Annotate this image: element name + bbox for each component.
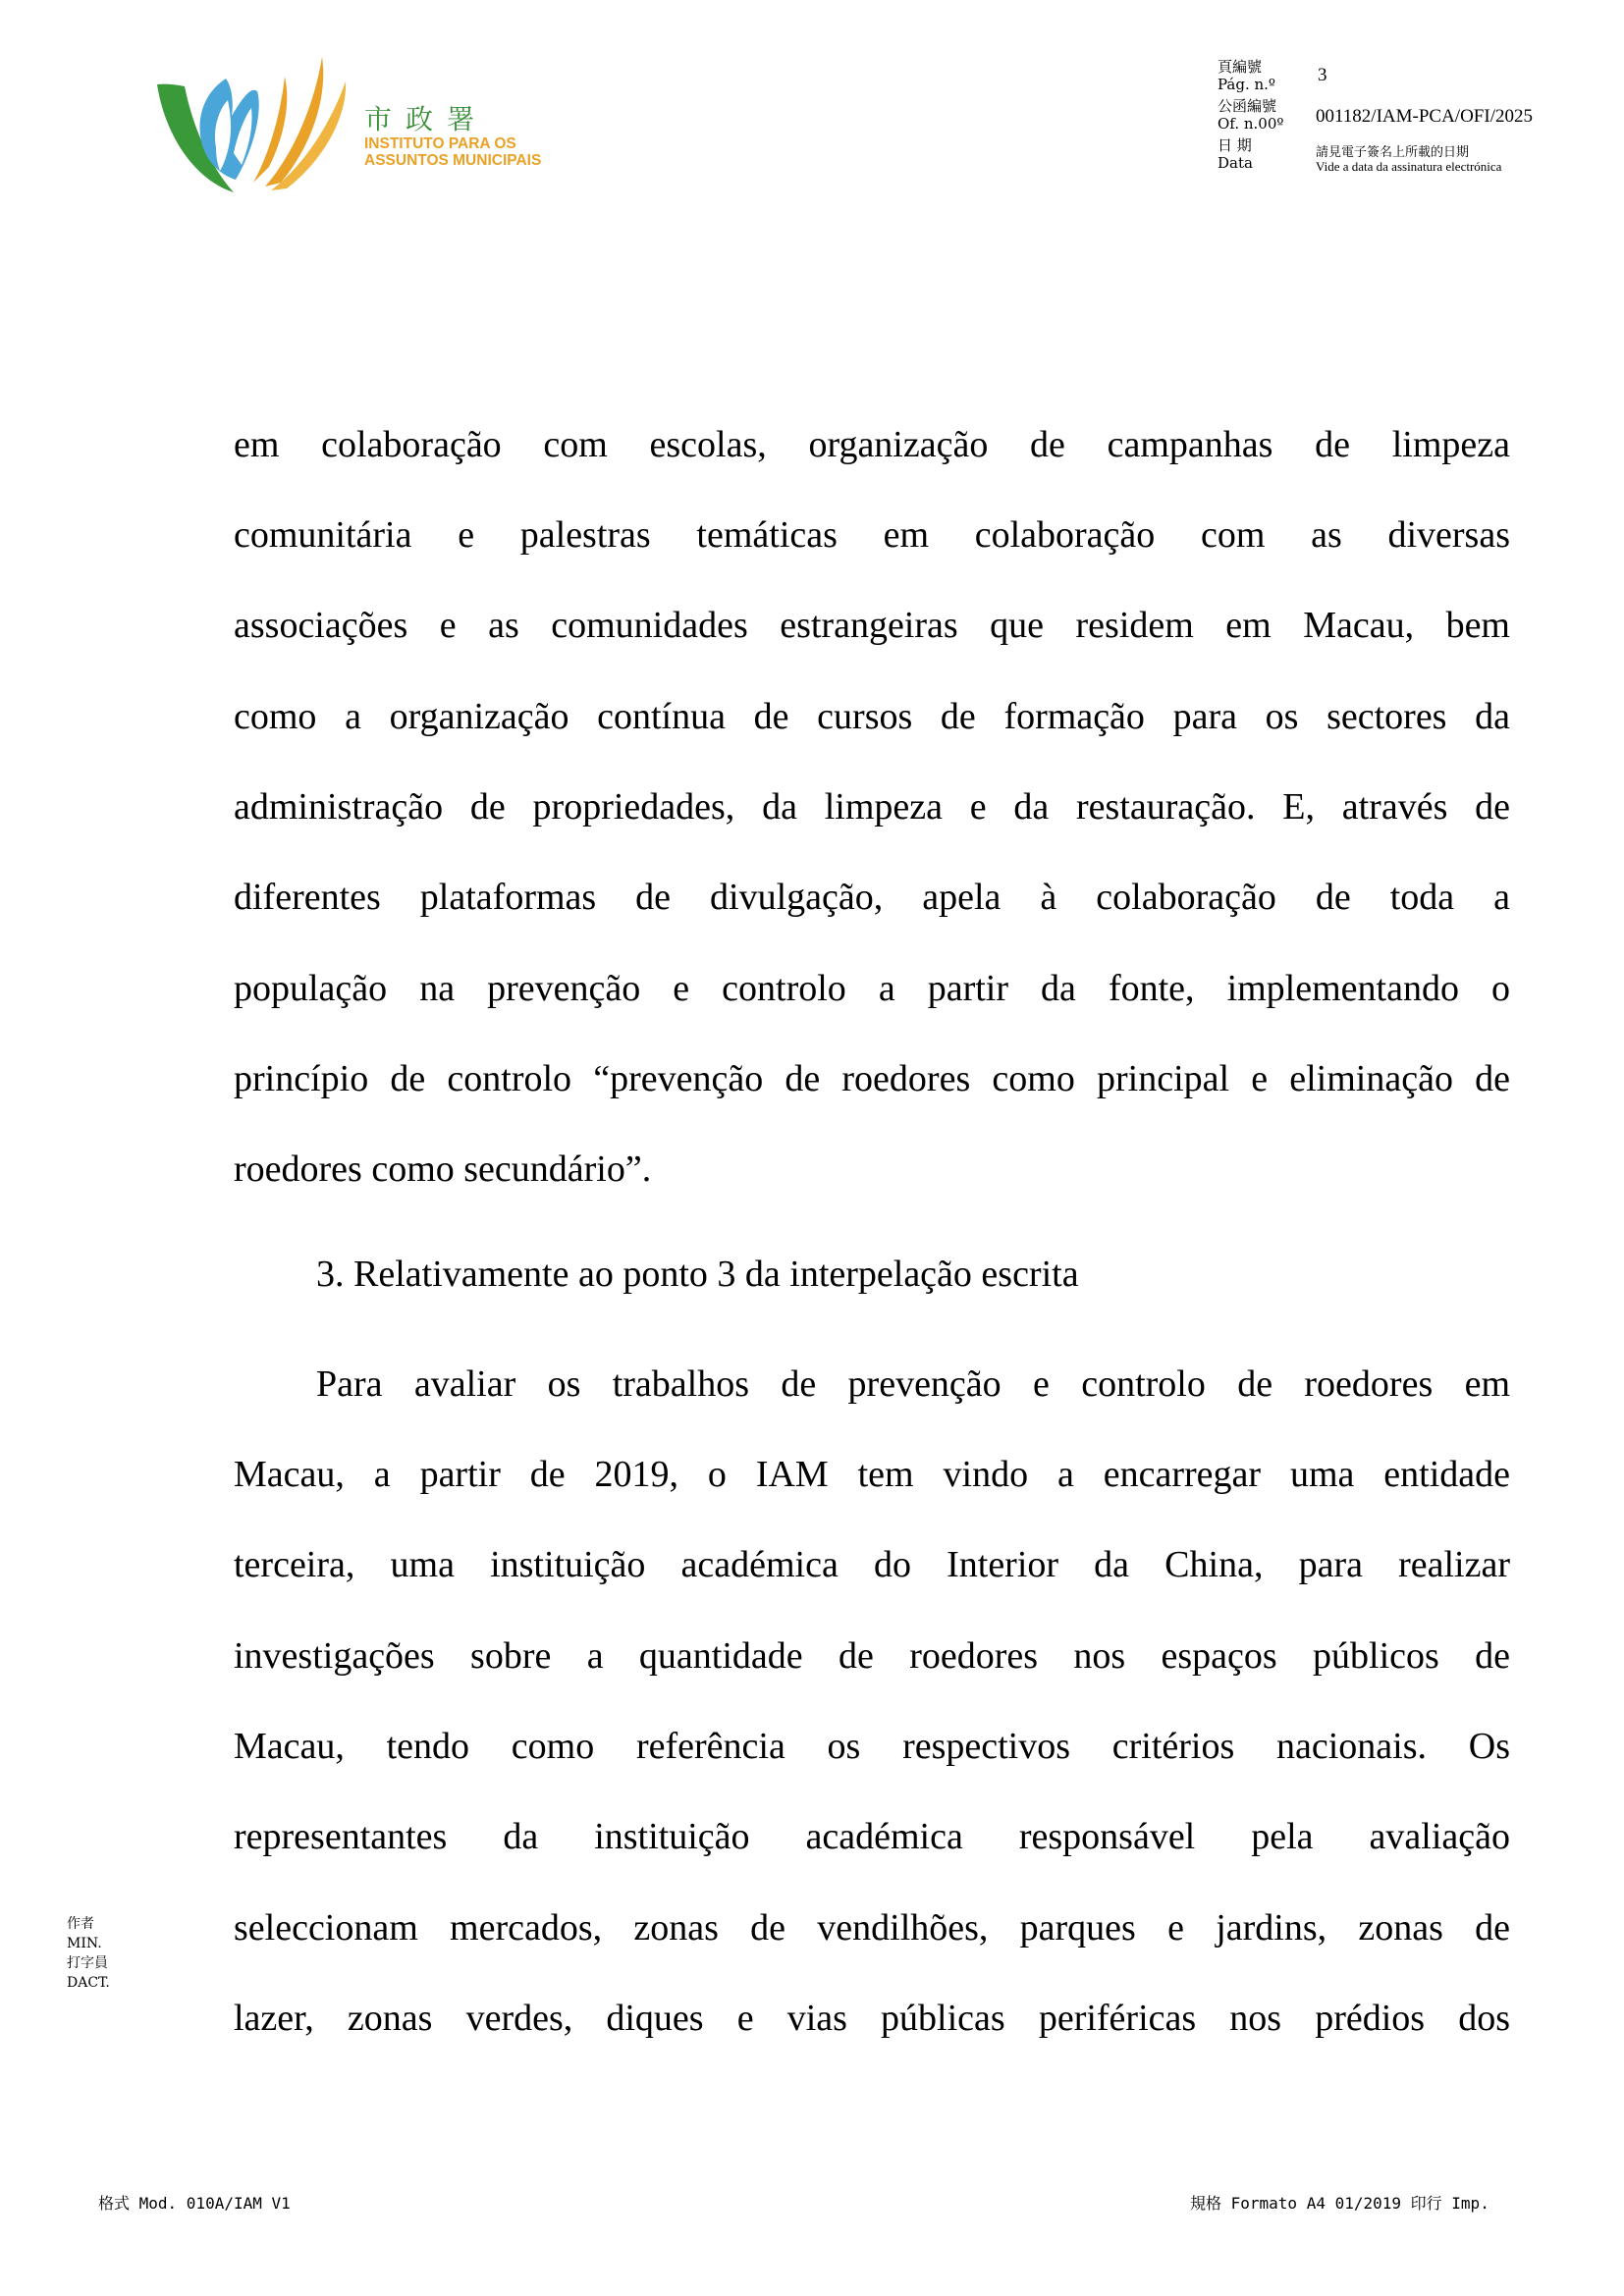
paragraph-line: seleccionam mercados, zonas de vendilhões, parques e jardins, zonas de: [234, 1907, 1510, 1949]
paragraph-line: administração de propriedades, da limpeza e da restauração. E, através de: [234, 786, 1510, 828]
logo-pt-line2: ASSUNTOS MUNICIPAIS: [364, 152, 542, 169]
paragraph-line-last: roedores como secundário”.: [234, 1148, 652, 1190]
office-number: 001182/IAM-PCA/OFI/2025: [1316, 106, 1533, 127]
paragraph-line: associações e as comunidades estrangeiras que residem em Macau, bem: [234, 605, 1510, 646]
logo-chinese-name: 市政署: [364, 103, 489, 135]
paragraph-line: Para avaliar os trabalhos de prevenção e controlo de roedores em: [316, 1363, 1510, 1405]
paragraph-line: em colaboração com escolas, organização de campanhas de limpeza: [234, 424, 1510, 465]
paragraph-line: princípio de controlo “prevenção de roedores como principal e eliminação de: [234, 1058, 1510, 1099]
paragraph-line: comunitária e palestras temáticas em colaboração com as diversas: [234, 514, 1510, 556]
margin-marks: [67, 1914, 110, 1993]
office-label-pt: Of. n.00º: [1218, 115, 1284, 133]
section-heading: 3. Relativamente ao ponto 3 da interpelação escrita: [316, 1254, 1079, 1295]
document-meta: [1218, 59, 1591, 181]
page-number: 3: [1318, 65, 1327, 85]
logo-portuguese-name: [364, 135, 541, 169]
logo-pt-line1: INSTITUTO PARA OS: [364, 135, 516, 152]
footer-form-code: 格式 Mod. 010A/IAM V1: [98, 2194, 291, 2213]
page-label-pt: Pág. n.º: [1218, 76, 1275, 93]
paragraph-line: Macau, a partir de 2019, o IAM tem vindo a encarregar uma entidade: [234, 1454, 1510, 1495]
author-label-cn: 作者: [67, 1916, 94, 1932]
date-value-cn: 請見電子簽名上所載的日期: [1316, 144, 1470, 159]
typist-label-cn: 打字員: [67, 1955, 108, 1971]
date-label-pt: Data: [1218, 154, 1253, 172]
paragraph-line: terceira, uma instituição académica do Interior da China, para realizar: [234, 1544, 1510, 1585]
page-label-cn: 頁編號: [1218, 58, 1263, 76]
paragraph-line: como a organização contínua de cursos de formação para os sectores da: [234, 696, 1510, 737]
date-label-cn: 日 期: [1218, 136, 1252, 154]
paragraph-line: diferentes plataformas de divulgação, apela à colaboração de toda a: [234, 877, 1510, 918]
paragraph-line: representantes da instituição académica responsável pela avaliação: [234, 1816, 1510, 1857]
typist-label-pt: DACT.: [67, 1975, 110, 1991]
office-label-cn: 公函編號: [1218, 97, 1277, 115]
iam-logo-mark-icon: [155, 57, 366, 194]
paragraph-line: investigações sobre a quantidade de roedores nos espaços públicos de: [234, 1635, 1510, 1677]
footer-format-info: 規格 Formato A4 01/2019 印行 Imp.: [1190, 2194, 1489, 2213]
author-label-pt: MIN.: [67, 1936, 102, 1951]
iam-logo: [155, 57, 568, 194]
paragraph-line: Macau, tendo como referência os respectivos critérios nacionais. Os: [234, 1726, 1510, 1767]
paragraph-line: população na prevenção e controlo a partir da fonte, implementando o: [234, 968, 1510, 1009]
paragraph-line: lazer, zonas verdes, diques e vias públicas periféricas nos prédios dos: [234, 1998, 1510, 2039]
date-value-pt: Vide a data da assinatura electrónica: [1316, 159, 1502, 174]
